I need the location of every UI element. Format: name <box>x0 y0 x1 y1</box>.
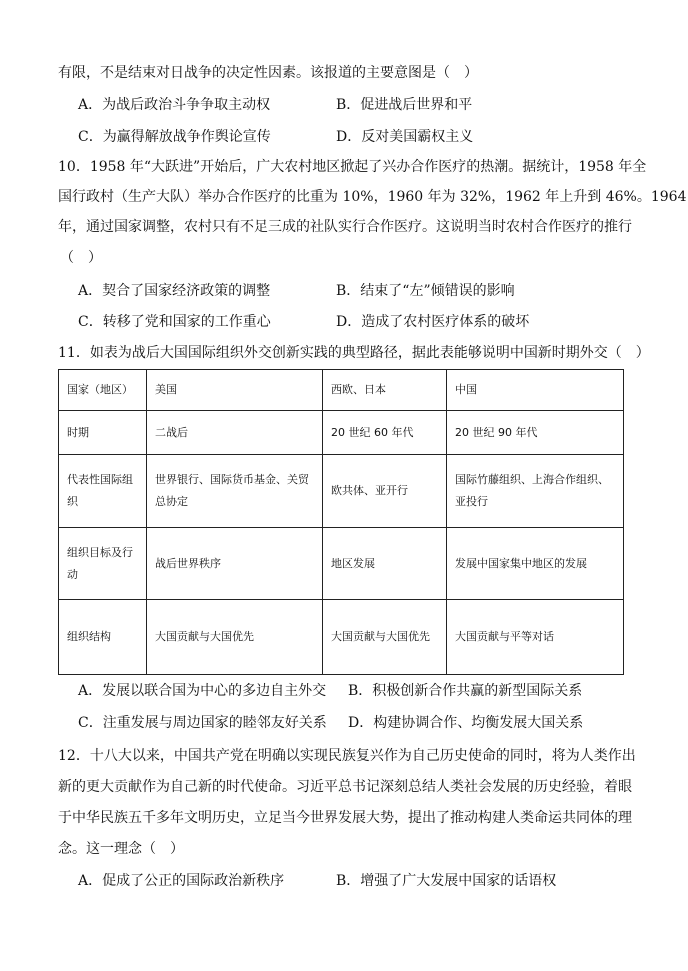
table-cell: 地区发展 <box>323 528 447 600</box>
table-row <box>59 528 624 600</box>
option-b: B．促进战后世界和平 <box>336 97 473 113</box>
option-a: A．促成了公正的国际政治新秩序 <box>78 873 285 889</box>
option-a: A．契合了国家经济政策的调整 <box>78 283 271 299</box>
option-row <box>0 710 688 736</box>
option-d: D．构建协调合作、均衡发展大国关系 <box>348 715 584 731</box>
option-row <box>0 92 688 118</box>
table-row <box>59 370 624 411</box>
question-12-stem: 于中华民族五千多年文明历史，立足当今世界发展大势，提出了推动构建人类命运共同体的理 <box>58 810 632 826</box>
question-text-line <box>0 743 688 769</box>
option-row <box>0 678 688 704</box>
question-stem: 有限，不是结束对日战争的决定性因素。该报道的主要意图是（ ） <box>58 65 478 81</box>
table-cell: 美国 <box>147 370 323 411</box>
option-b: B．结束了“左”倾错误的影响 <box>336 283 515 299</box>
option-row <box>0 278 688 304</box>
table-cell: 发展中国家集中地区的发展 <box>447 528 624 600</box>
table-cell: 大国贡献与大国优先 <box>323 600 447 675</box>
table-cell: 战后世界秩序 <box>147 528 323 600</box>
table-cell: 时期 <box>59 411 147 455</box>
question-10-stem: 年，通过国家调整，农村只有不足三成的社队实行合作医疗。这说明当时农村合作医疗的推行 <box>58 219 632 235</box>
option-b: B．增强了广大发展中国家的话语权 <box>336 873 557 889</box>
question-text-line <box>0 214 688 240</box>
table-cell: 组织结构 <box>59 600 147 675</box>
question-10-stem: 10．1958 年“大跃进”开始后，广大农村地区掀起了兴办合作医疗的热潮。据统计，1958 年全 <box>58 159 647 175</box>
option-row <box>0 868 688 894</box>
table-cell: 世界银行、国际货币基金、关贸总协定 <box>147 455 323 528</box>
table-cell: 大国贡献与平等对话 <box>447 600 624 675</box>
question-text-line <box>0 154 688 180</box>
table-cell: 中国 <box>447 370 624 411</box>
table-cell: 二战后 <box>147 411 323 455</box>
answer-bracket: （ ） <box>60 250 102 266</box>
question-10-stem: 国行政村（生产大队）举办合作医疗的比重为 10%，1960 年为 32%，1962 年上升到 46%。1964 <box>58 189 687 205</box>
option-d: D．反对美国霸权主义 <box>336 129 474 145</box>
question-12-stem: 念。这一理念（ ） <box>58 841 184 857</box>
table-row <box>59 411 624 455</box>
question-12-stem: 12．十八大以来，中国共产党在明确以实现民族复兴作为自己历史使命的同时，将为人类作出 <box>58 748 636 764</box>
table-cell: 20 世纪 90 年代 <box>447 411 624 455</box>
question-11-stem: 11．如表为战后大国国际组织外交创新实践的典型路径，据此表能够说明中国新时期外交（ ） <box>58 345 650 361</box>
table-row <box>59 600 624 675</box>
question-text-line <box>0 60 688 86</box>
table-cell: 国际竹藤组织、上海合作组织、亚投行 <box>447 455 624 528</box>
question-text-line <box>0 184 688 210</box>
question-text-line <box>0 340 688 366</box>
table-row <box>59 455 624 528</box>
option-d: D．造成了农村医疗体系的破坏 <box>336 314 530 330</box>
option-a: A．为战后政治斗争争取主动权 <box>78 97 271 113</box>
diplomacy-table <box>58 369 624 675</box>
option-b: B．积极创新合作共赢的新型国际关系 <box>348 683 583 699</box>
option-a: A．发展以联合国为中心的多边自主外交 <box>78 683 327 699</box>
table-cell: 欧共体、亚开行 <box>323 455 447 528</box>
question-text-line <box>0 805 688 831</box>
question-text-line <box>0 774 688 800</box>
question-text-line <box>0 245 688 271</box>
option-c: C．为赢得解放战争作舆论宣传 <box>78 129 271 145</box>
option-c: C．转移了党和国家的工作重心 <box>78 314 271 330</box>
question-12-stem: 新的更大贡献作为自己新的时代使命。习近平总书记深刻总结人类社会发展的历史经验，着眼 <box>58 779 632 795</box>
table-cell: 西欧、日本 <box>323 370 447 411</box>
table-cell: 国家（地区） <box>59 370 147 411</box>
option-row <box>0 124 688 150</box>
table-cell: 组织目标及行动 <box>59 528 147 600</box>
option-c: C．注重发展与周边国家的睦邻友好关系 <box>78 715 327 731</box>
table-cell: 大国贡献与大国优先 <box>147 600 323 675</box>
table-cell: 代表性国际组织 <box>59 455 147 528</box>
table-cell: 20 世纪 60 年代 <box>323 411 447 455</box>
option-row <box>0 309 688 335</box>
question-text-line <box>0 836 688 862</box>
